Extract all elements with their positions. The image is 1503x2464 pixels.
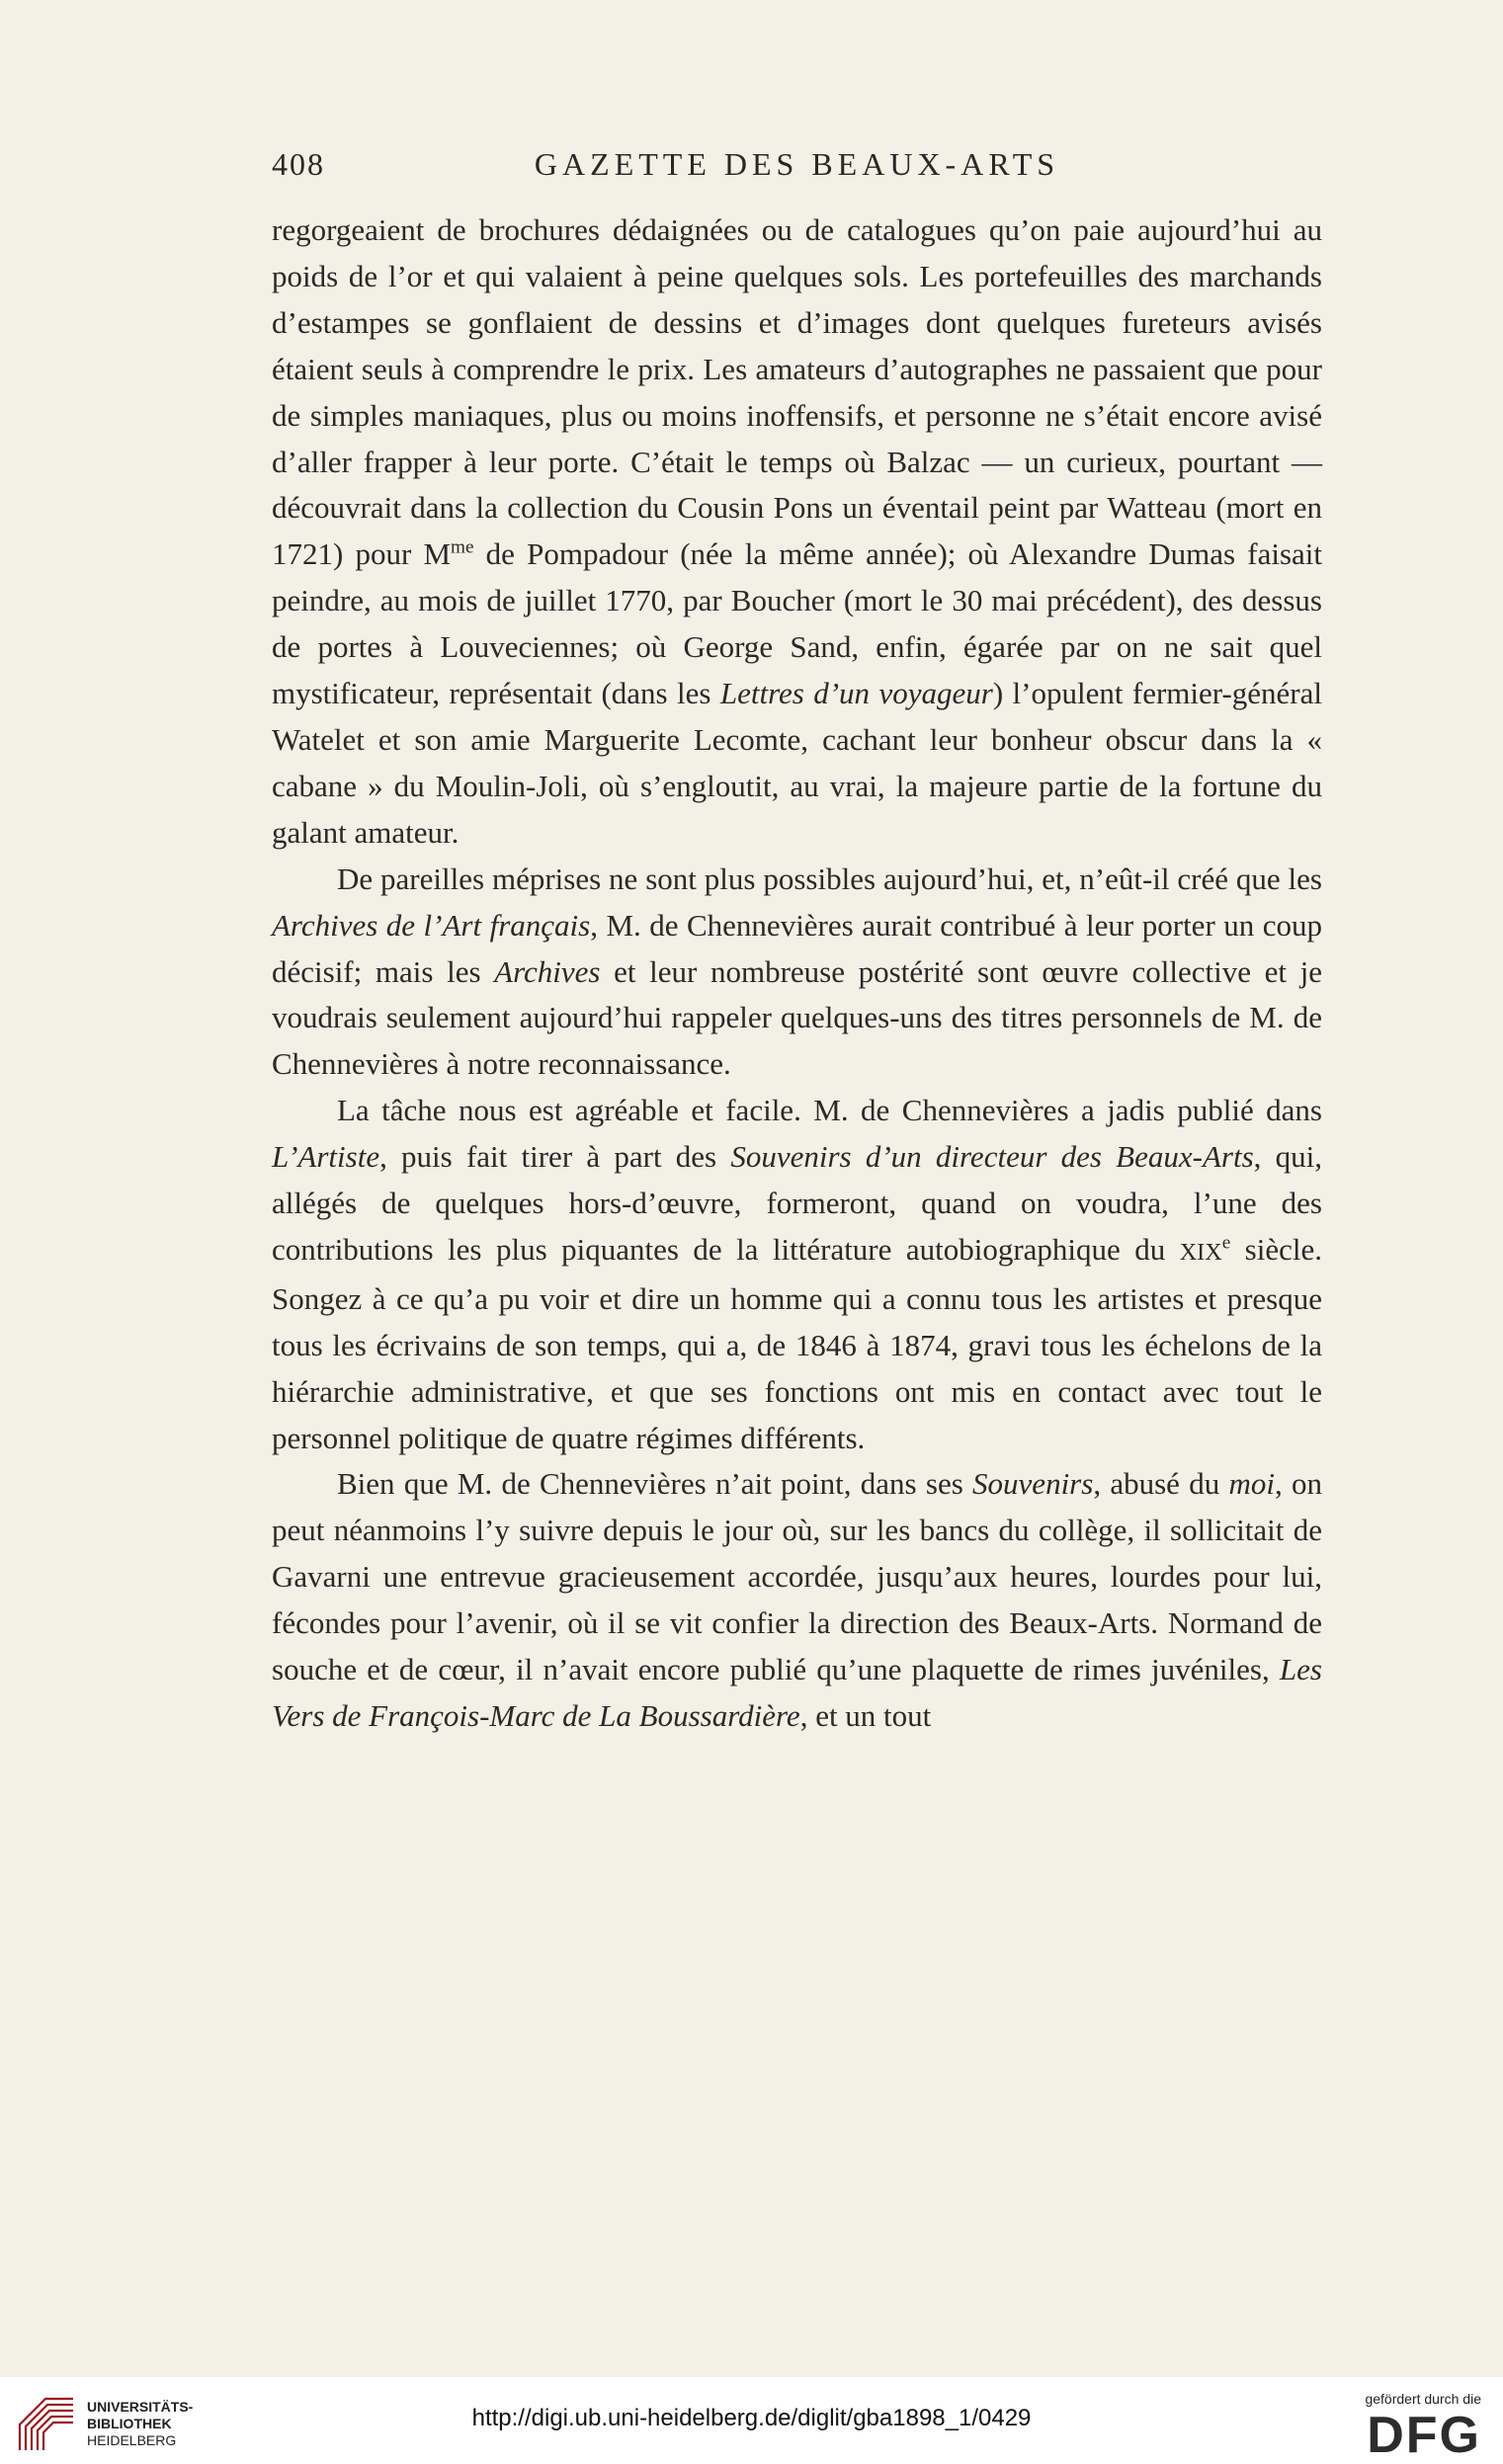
- text-run: et leur nombreuse postérité sont œuvre collective et je voudrais seulement aujourd’hui rappeler quelques-uns des titres personnels de M. de Chennevières à notre reconnaissance.: [272, 953, 1322, 1082]
- italic-title: moi: [1228, 1466, 1275, 1502]
- article-text: [272, 207, 1322, 1740]
- text-run: La tâche nous est agréable et facile. M. de Chennevières a jadis publié dans: [337, 1093, 1322, 1128]
- dfg-logo[interactable]: DFG: [1367, 2407, 1481, 2464]
- paragraph: [272, 207, 1322, 857]
- page-number: 408: [272, 146, 325, 182]
- permalink-url[interactable]: http://digi.ub.uni-heidelberg.de/diglit/gba1898_1/0429: [471, 2405, 1032, 2431]
- funding-label: gefördert durch die: [1365, 2391, 1481, 2407]
- text-run: , qui, allégés de quelques hors-d’œuvre, formeront, quand on voudra, l’une des contributions les plus piquantes de la littérature autobiographique du: [272, 1139, 1322, 1267]
- journal-title: GAZETTE DES BEAUX-ARTS: [534, 146, 1060, 182]
- viewer-footer: [0, 2377, 1503, 2462]
- italic-title: Les Vers de François-Marc de La Boussardière: [272, 1652, 1322, 1733]
- paragraph: [272, 1088, 1322, 1461]
- paragraph: [272, 1461, 1322, 1739]
- small-caps-numeral: XIX: [1179, 1238, 1222, 1266]
- text-run: De pareilles méprises ne sont plus possibles aujourd’hui, et, n’eût-il créé que les: [337, 861, 1322, 896]
- funding-notice: [1313, 2391, 1481, 2462]
- text-run: , et un tout: [799, 1698, 932, 1733]
- paragraph: [272, 857, 1322, 1089]
- italic-title: Lettres d’un voyageur: [719, 676, 993, 711]
- text-run: Bien que M. de Chennevières n’ait point, dans ses: [337, 1466, 973, 1502]
- running-head: [272, 146, 1322, 190]
- text-run: siècle. Songez à ce qu’a pu voir et dire un homme qui a connu tous les artistes et presque tous les écrivains de son temps, qui a, de 1846 à 1874, gravi tous les échelons de la hiérarchie administrative, et que ses fonctions ont mis en contact avec tout le personnel politique de quatre régimes différents.: [272, 1231, 1322, 1455]
- italic-title: L’Artiste: [272, 1139, 380, 1175]
- library-name-line: UNIVERSITÄTS-: [87, 2399, 194, 2415]
- text-run: regorgeaient de brochures dédaignées ou de catalogues qu’on paie aujourd’hui au poids de l’or et qui valaient à peine quelques sols. Les portefeuilles des marchands d’estampes se gonflaient de dessins et d’images dont quelques fureteurs avisés étaient seuls à comprendre le prix. Les amateurs d’autographes ne passaient que pour de simples maniaques, plus ou moins inoffensifs, et personne ne s’était encore avisé d’aller frapper à leur porte. C’était le temps où Balzac — un curieux, pourtant — découvrait dans la collection du Cousin Pons un éventail peint par Watteau (mort en 1721) pour M: [272, 212, 1322, 572]
- italic-title: Archives: [494, 953, 601, 989]
- text-run: , abusé du: [1093, 1466, 1229, 1502]
- text-run: ) l’opulent fermier-général Watelet et son amie Marguerite Lecomte, cachant leur bonheur obscur dans la « cabane » du Moulin-Joli, où s’engloutit, au vrai, la majeure partie de la fortune du galant amateur.: [272, 676, 1322, 850]
- text-run: , M. de Chennevières aurait contribué à leur porter un coup décisif; mais les: [272, 907, 1322, 989]
- text-run: , puis fait tirer à part des: [379, 1139, 731, 1175]
- library-city: HEIDELBERG: [87, 2432, 177, 2448]
- text-run: de Pompadour (née la même année); où Alexandre Dumas faisait peindre, au mois de juillet 1770, par Boucher (mort le 30 mai précédent), des dessus de portes à Louveciennes; où George Sand, enfin, égarée par on ne sait quel mystificateur, représentait (dans les: [272, 536, 1322, 711]
- text-run: , on peut néanmoins l’y suivre depuis le jour où, sur les bancs du collège, il sollicitait de Gavarni une entrevue gracieusement accordée, jusqu’aux heures, lourdes pour lui, fécondes pour l’avenir, où il se vit confier la direction des Beaux-Arts. Normand de souche et de cœur, il n’avait encore publié qu’une plaquette de rimes juvéniles,: [272, 1466, 1322, 1687]
- superscript: e: [1221, 1232, 1231, 1254]
- italic-title: Souvenirs: [972, 1466, 1094, 1502]
- italic-title: Souvenirs d’un directeur des Beaux-Arts: [730, 1139, 1254, 1175]
- italic-title: Archives de l’Art français: [272, 907, 591, 943]
- superscript: me: [451, 537, 474, 559]
- library-name-line: BIBLIOTHEK: [87, 2416, 172, 2431]
